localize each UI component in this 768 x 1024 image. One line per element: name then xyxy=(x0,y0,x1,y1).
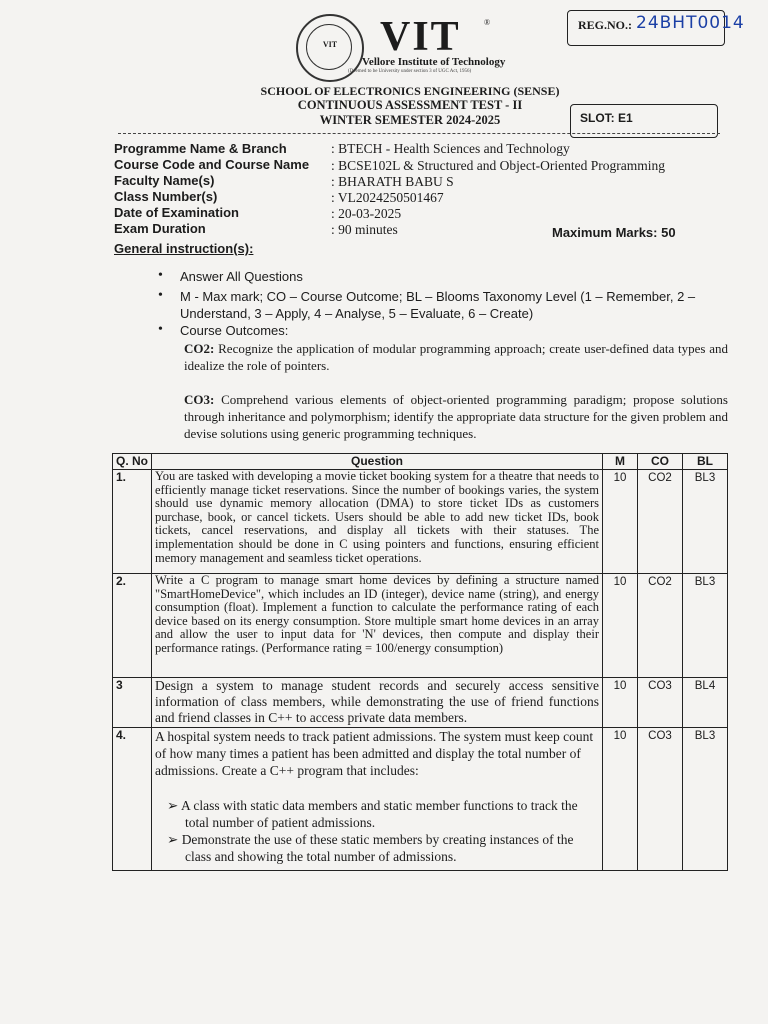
reg-no-value: 24BHT0014 xyxy=(636,13,745,33)
table-row xyxy=(113,678,728,728)
col-header-bl: BL xyxy=(683,454,728,470)
question-co: CO2 xyxy=(638,574,683,678)
general-instructions-heading: General instruction(s): xyxy=(114,241,254,256)
col-header-marks: M xyxy=(603,454,638,470)
instruction-answer-all: Answer All Questions xyxy=(180,269,303,284)
question-text xyxy=(152,728,603,871)
bullet-dot: • xyxy=(158,268,163,283)
question-marks: 10 xyxy=(603,728,638,871)
dashed-divider xyxy=(118,133,720,134)
info-label-date: Date of Examination xyxy=(114,205,239,220)
logo-registered-mark: ® xyxy=(484,18,491,27)
reg-no-label: REG.NO.: xyxy=(578,18,632,32)
info-value-programme: : BTECH - Health Sciences and Technology xyxy=(331,141,570,156)
info-value-class: : VL2024250501467 xyxy=(331,190,444,205)
sub-item xyxy=(155,797,599,831)
question-marks: 10 xyxy=(603,574,638,678)
co3-text: Comprehend various elements of object-oriented programming paradigm; propose solutions through inheritance and polymorphism; identify the appropriate data structure for the given problem and devise solutions using generic programming techniques. xyxy=(184,392,728,441)
question-bl: BL3 xyxy=(683,574,728,678)
arrow-icon: ➢ xyxy=(167,832,182,847)
co3-label: CO3: xyxy=(184,392,215,407)
question-co: CO2 xyxy=(638,470,683,574)
co2-label: CO2: xyxy=(184,341,215,356)
question-text: Write a C program to manage smart home devices by defining a structure named "SmartHomeDevice", which includes an ID (integer), device name (string), and energy consumption (float). Implement a function to calculate the performance rating of each device based on its energy consumption. Store multiple smart home devices in an array and allow the user to input data for 'N' devices, then compute and display their performance ratings. (Performance rating = 100/energy consumption) xyxy=(152,574,603,678)
info-label-programme: Programme Name & Branch xyxy=(114,141,287,156)
vit-logo: VIT xyxy=(380,14,461,60)
questions-table xyxy=(112,453,728,871)
table-row xyxy=(113,470,728,574)
question-bl: BL3 xyxy=(683,470,728,574)
school-name: SCHOOL OF ELECTRONICS ENGINEERING (SENSE) xyxy=(260,84,560,98)
arrow-icon: ➢ xyxy=(167,798,181,813)
info-value-faculty: : BHARATH BABU S xyxy=(331,174,454,189)
sub-item-text: A class with static data members and static member functions to track the total number of patient admissions. xyxy=(180,798,578,830)
question-bl: BL4 xyxy=(683,678,728,728)
sub-item-text: Demonstrate the use of these static members by creating instances of the class and showing the total number of admissions. xyxy=(181,832,574,864)
question-number: 2. xyxy=(113,574,152,678)
question-text: You are tasked with developing a movie ticket booking system for a theatre that needs to efficiently manage ticket reservations. Since the number of bookings varies, the system should use dynamic memory allocation (DMA) to store ticket IDs as customers purchase, book, or cancel tickets. Users should be able to add new ticket IDs, book tickets, cancel reservations, and display all tickets with their statuses. The implementation should be done in C using pointers and functions, ensuring efficient memory management and seamless ticket operations. xyxy=(152,470,603,574)
sub-item xyxy=(155,831,599,865)
table-row xyxy=(113,574,728,678)
info-value-course: : BCSE102L & Structured and Object-Oriented Programming xyxy=(331,158,665,173)
question-number: 4. xyxy=(113,728,152,871)
semester-title: WINTER SEMESTER 2024-2025 xyxy=(319,113,501,127)
col-header-qno: Q. No xyxy=(113,454,152,470)
seal-text: VIT xyxy=(322,40,338,49)
instruction-legend-line2: Understand, 3 – Apply, 4 – Analyse, 5 – Evaluate, 6 – Create) xyxy=(180,306,534,321)
co2-text: Recognize the application of modular programming approach; create user-defined data types and idealize the role of pointers. xyxy=(184,341,728,373)
info-label-faculty: Faculty Name(s) xyxy=(114,173,215,188)
question-co: CO3 xyxy=(638,678,683,728)
max-marks: Maximum Marks: 50 xyxy=(552,225,676,240)
table-row xyxy=(113,728,728,871)
bullet-dot: • xyxy=(158,288,163,303)
question-number: 1. xyxy=(113,470,152,574)
co3-paragraph xyxy=(184,391,728,442)
question-marks: 10 xyxy=(603,470,638,574)
instruction-course-outcomes: Course Outcomes: xyxy=(180,323,289,338)
bullet-dot: • xyxy=(158,322,163,337)
instruction-legend-line1: M - Max mark; CO – Course Outcome; BL – Blooms Taxonomy Level (1 – Remember, 2 – xyxy=(180,289,696,304)
question-number: 3 xyxy=(113,678,152,728)
question-4-intro: A hospital system needs to track patient admissions. The system must keep count of how many times a patient has been admitted and display the total number of admissions. Create a C++ program that includes: xyxy=(155,729,594,778)
info-label-course: Course Code and Course Name xyxy=(114,157,310,172)
question-marks: 10 xyxy=(603,678,638,728)
info-label-class: Class Number(s) xyxy=(114,189,218,204)
slot-label: SLOT: E1 xyxy=(580,111,633,125)
test-title: CONTINUOUS ASSESSMENT TEST - II xyxy=(297,98,523,112)
col-header-question: Question xyxy=(152,454,603,470)
question-co: CO3 xyxy=(638,728,683,871)
institute-subtitle: (Deemed to be University under section 3 of UGC Act, 1956) xyxy=(348,69,472,74)
institute-name: Vellore Institute of Technology xyxy=(362,56,506,68)
question-text: Design a system to manage student records and securely access sensitive information of class members, while demonstrating the use of friend functions and friend classes in C++ to access private data members. xyxy=(152,678,603,728)
info-value-date: : 20-03-2025 xyxy=(331,206,402,221)
info-value-duration: : 90 minutes xyxy=(331,222,398,237)
info-label-duration: Exam Duration xyxy=(114,221,206,236)
col-header-co: CO xyxy=(638,454,683,470)
question-bl: BL3 xyxy=(683,728,728,871)
table-header-row xyxy=(113,454,728,470)
co2-paragraph xyxy=(184,340,728,374)
